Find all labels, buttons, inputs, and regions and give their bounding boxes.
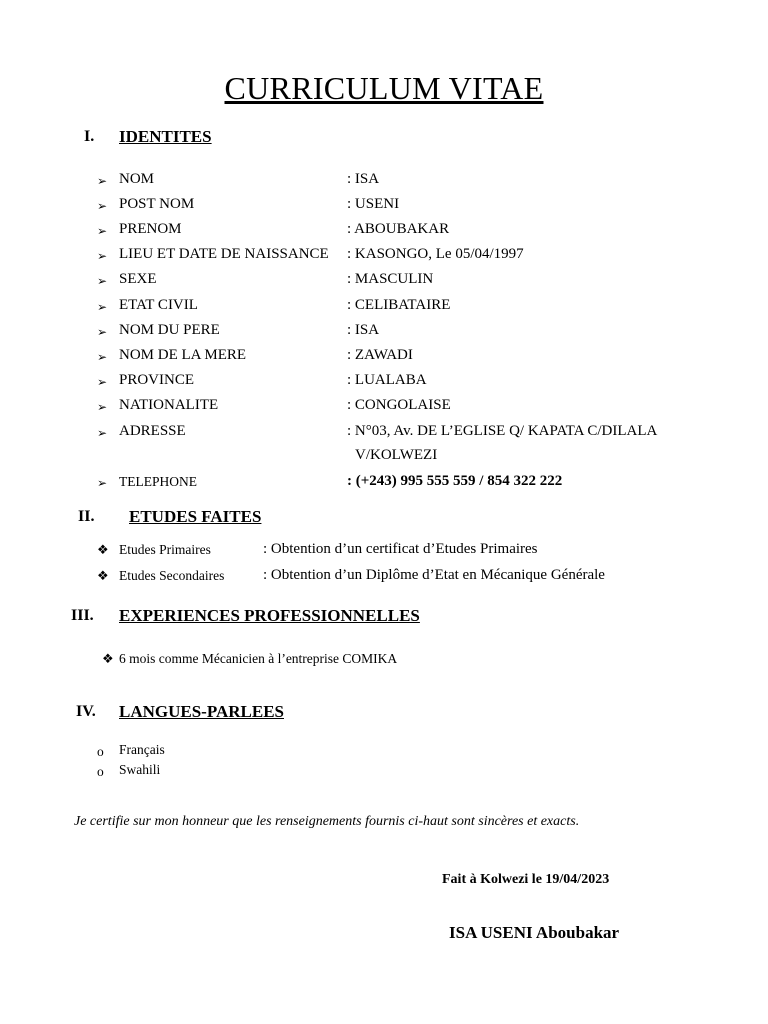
identity-label: TELEPHONE [119, 474, 197, 489]
arrow-bullet-icon: ➢ [97, 426, 108, 440]
identity-value: : LUALABA [347, 372, 427, 388]
arrow-bullet-icon: ➢ [97, 300, 108, 314]
diamond-bullet-icon: ❖ [102, 652, 114, 667]
section-title-langues: LANGUES-PARLEES [119, 702, 284, 721]
identity-value: : USENI [347, 196, 400, 212]
arrow-bullet-icon: ➢ [97, 400, 108, 414]
identity-value: : ABOUBAKAR [347, 221, 450, 237]
arrow-bullet-icon: ➢ [97, 224, 108, 238]
arrow-bullet-icon: ➢ [97, 476, 108, 490]
identity-label: NATIONALITE [119, 397, 219, 413]
document-title: CURRICULUM VITAE [224, 70, 544, 106]
section-title-identites: IDENTITES [119, 127, 212, 146]
certification-statement: Je certifie sur mon honneur que les renseignements fournis ci-haut sont sincères et exacts. [74, 814, 580, 829]
arrow-bullet-icon: ➢ [97, 350, 108, 364]
identity-label: NOM [119, 171, 155, 187]
identity-label: LIEU ET DATE DE NAISSANCE [119, 246, 329, 262]
experience-item: 6 mois comme Mécanicien à l’entreprise COMIKA [119, 651, 398, 666]
identity-label: SEXE [119, 271, 157, 287]
identity-label: POST NOM [119, 196, 195, 212]
language-item: Swahili [119, 762, 161, 777]
place-and-date: Fait à Kolwezi le 19/04/2023 [442, 872, 610, 887]
identity-value: : ISA [347, 322, 380, 338]
identity-value: : ZAWADI [347, 347, 413, 363]
arrow-bullet-icon: ➢ [97, 274, 108, 288]
identity-value: : CELIBATAIRE [347, 297, 451, 313]
arrow-bullet-icon: ➢ [97, 174, 108, 188]
identity-label: ETAT CIVIL [119, 297, 198, 313]
section-number-identites: I. [84, 128, 95, 145]
section-title-experiences: EXPERIENCES PROFESSIONNELLES [119, 606, 420, 625]
identity-value: : N°03, Av. DE L’EGLISE Q/ KAPATA C/DILALA [347, 423, 658, 439]
identity-value: : MASCULIN [347, 271, 434, 287]
identity-label: ADRESSE [119, 423, 186, 439]
identity-label: NOM DU PERE [119, 322, 220, 338]
identity-label: PRENOM [119, 221, 182, 237]
identity-value-continued: V/KOLWEZI [355, 447, 438, 463]
identity-value: : CONGOLAISE [347, 397, 451, 413]
arrow-bullet-icon: ➢ [97, 325, 108, 339]
study-label: Etudes Secondaires [119, 568, 225, 583]
identity-label: PROVINCE [119, 372, 195, 388]
diamond-bullet-icon: ❖ [97, 569, 109, 584]
section-number-experiences: III. [71, 607, 94, 624]
section-number-langues: IV. [76, 703, 96, 720]
section-title-etudes: ETUDES FAITES [129, 507, 262, 526]
study-value: : Obtention d’un certificat d’Etudes Primaires [263, 541, 538, 557]
identity-value: : (+243) 995 555 559 / 854 322 222 [347, 473, 563, 489]
circle-bullet-icon: o [97, 764, 104, 779]
identity-label: NOM DE LA MERE [119, 347, 247, 363]
identity-value: : KASONGO, Le 05/04/1997 [347, 246, 524, 262]
arrow-bullet-icon: ➢ [97, 199, 108, 213]
section-number-etudes: II. [78, 508, 95, 525]
study-value: : Obtention d’un Diplôme d’Etat en Mécanique Générale [263, 567, 605, 583]
diamond-bullet-icon: ❖ [97, 543, 109, 558]
language-item: Français [119, 742, 165, 757]
signature-name: ISA USENI Aboubakar [449, 923, 620, 942]
circle-bullet-icon: o [97, 744, 104, 759]
arrow-bullet-icon: ➢ [97, 375, 108, 389]
study-label: Etudes Primaires [119, 542, 211, 557]
identity-value: : ISA [347, 171, 380, 187]
arrow-bullet-icon: ➢ [97, 249, 108, 263]
